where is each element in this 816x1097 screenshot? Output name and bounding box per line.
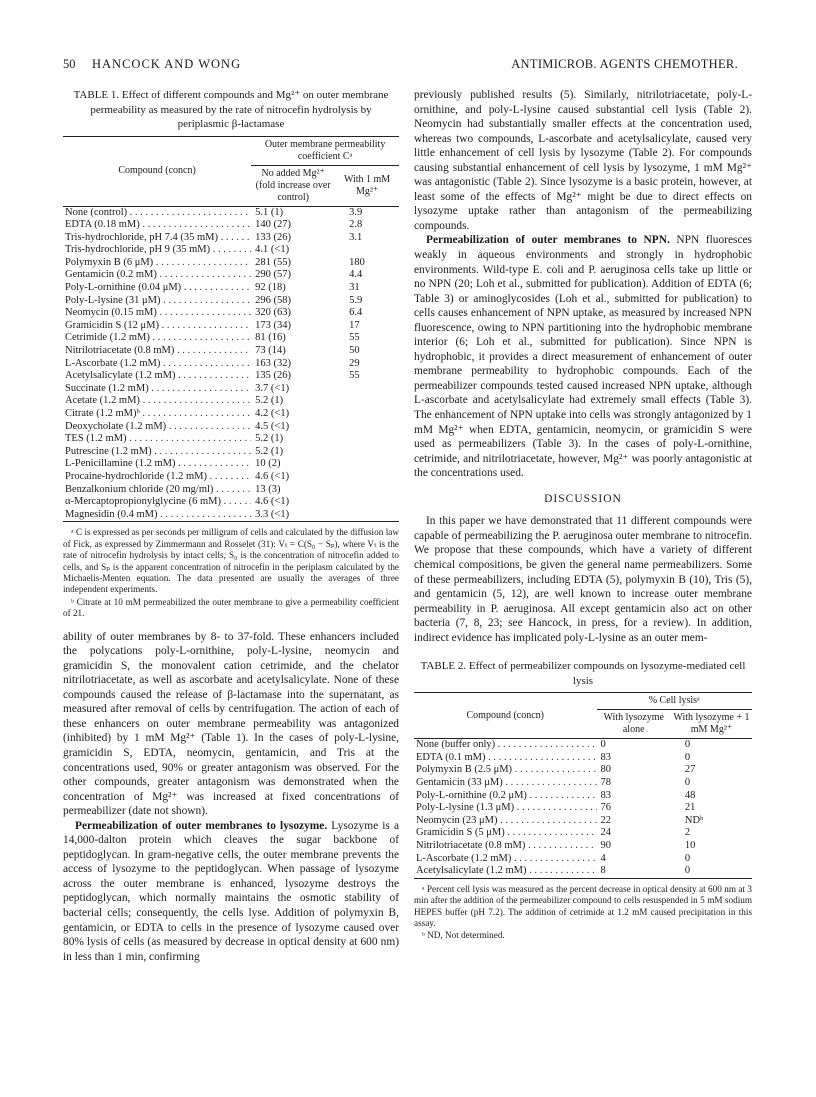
table1-row — [63, 244, 399, 257]
table1-row — [63, 408, 399, 421]
table1-value-cell — [335, 509, 399, 522]
table2-value-cell: 90 — [600, 839, 612, 851]
table2-value-cell: NDᵇ — [684, 814, 704, 826]
table1-row — [63, 282, 399, 295]
table2-value-cell: 10 — [684, 839, 696, 851]
table1-value-cell: 3.7 (<1) — [255, 382, 290, 394]
table1-compound-cell: Benzalkonium chloride (20 mg/ml) . . . — [65, 484, 251, 495]
table2-header-group: % Cell lysisᵃ — [597, 693, 752, 710]
table1-header-compound: Compound (concn) — [63, 136, 251, 206]
right-column — [414, 88, 752, 943]
table1-header-no-mg: No added Mg²⁺ (fold increase over control) — [251, 165, 335, 206]
table1-value-cell — [335, 471, 399, 484]
table2-value-cell: 78 — [600, 777, 612, 789]
table2-compound-cell: Poly-L-ornithine (0.2 μM) . . . — [416, 790, 597, 801]
table2-value-cell: 76 — [600, 802, 612, 814]
table1-value-cell: 81 (16) — [255, 332, 286, 344]
table1-value-cell: 135 (26) — [255, 370, 292, 382]
table1-value-cell: 5.2 (1) — [255, 445, 284, 457]
right-body-text — [414, 88, 752, 645]
table1-compound-cell: EDTA (0.18 mM) . . . — [65, 219, 251, 230]
table2-row — [414, 752, 752, 765]
table2-value-cell: 0 — [684, 751, 691, 763]
table1-value-cell: 4.6 (<1) — [255, 496, 290, 508]
table1-row — [63, 370, 399, 383]
table2-row — [414, 815, 752, 828]
table2-compound-cell: Nitrilotriacetate (0.8 mM) . . . — [416, 840, 597, 851]
table2-value-cell: 83 — [600, 789, 612, 801]
page-number: 50 — [63, 57, 76, 71]
table1-compound-cell: Neomycin (0.15 mM) . . . — [65, 307, 251, 318]
table1-footnote-b: ᵇ Citrate at 10 mM permeabilized the outer membrane to give a permeability coefficient of 21. — [63, 596, 399, 619]
table1-row — [63, 269, 399, 282]
table2-value-cell: 0 — [684, 739, 691, 751]
table1-row — [63, 458, 399, 471]
table2-row — [414, 777, 752, 790]
table2-header-compound: Compound (concn) — [414, 693, 597, 739]
table1-compound-cell: α-Mercaptopropionylglycine (6 mM) . . . — [65, 496, 251, 507]
table2-value-cell: 27 — [684, 764, 696, 776]
table1-value-cell — [335, 408, 399, 421]
table1-compound-cell: Nitrilotriacetate (0.8 mM) . . . — [65, 345, 251, 356]
table1-value-cell: 173 (34) — [255, 319, 292, 331]
table2-footnote-a: ᵃ Percent cell lysis was measured as the percent decrease in optical density at 600 nm at 3 min after the addition of the permeabilizer compound to cells resuspended in 5 mM sodium HEPES buffer (pH 7.2). The addition of cetrimide at 1.2 mM caused precipitation in this assay. — [414, 883, 752, 928]
table2-value-cell: 4 — [600, 852, 606, 864]
table1-header-mg: With 1 mM Mg²⁺ — [335, 165, 399, 206]
table1-value-cell: 5.2 (1) — [255, 395, 284, 407]
table1-row — [63, 433, 399, 446]
table1-value-cell: 4.4 — [349, 269, 363, 281]
table1-row — [63, 219, 399, 232]
table1-value-cell: 5.1 (1) — [255, 206, 284, 218]
table2-row — [414, 739, 752, 752]
table1-value-cell: 31 — [349, 282, 360, 294]
table1-value-cell: 2.8 — [349, 219, 363, 231]
table1-value-cell: 5.9 — [349, 294, 363, 306]
table2-value-cell: 0 — [600, 739, 606, 751]
table2-value-cell: 2 — [684, 827, 691, 839]
table1-row — [63, 320, 399, 333]
table1-value-cell: 133 (26) — [255, 231, 292, 243]
left-column — [63, 88, 399, 964]
table1-compound-cell: Citrate (1.2 mM)ᵇ . . . — [65, 408, 251, 419]
table1-value-cell — [335, 433, 399, 446]
table2-body — [414, 739, 752, 879]
table1-compound-cell: Cetrimide (1.2 mM) . . . — [65, 332, 251, 343]
table1-row — [63, 484, 399, 497]
table1-compound-cell: Gramicidin S (12 μM) . . . — [65, 320, 251, 331]
table1-value-cell — [335, 383, 399, 396]
table1-compound-cell: Deoxycholate (1.2 mM) . . . — [65, 421, 251, 432]
table1-value-cell — [335, 421, 399, 434]
table1-caption: TABLE 1. Effect of different compounds and Mg²⁺ on outer membrane permeability as measured by the rate of nitrocefin hydrolysis by periplasmic β-lactamase — [73, 89, 389, 130]
table1-value-cell: 13 (3) — [255, 483, 281, 495]
right-paragraph-2 — [414, 233, 752, 480]
table2-value-cell: 0 — [684, 852, 691, 864]
table1-value-cell — [335, 484, 399, 497]
table1-compound-cell: L-Penicillamine (1.2 mM) . . . — [65, 458, 251, 469]
table2-row — [414, 827, 752, 840]
table1-compound-cell: Poly-L-ornithine (0.04 μM) . . . — [65, 282, 251, 293]
table1-row — [63, 206, 399, 219]
table1-row — [63, 307, 399, 320]
table1-row — [63, 332, 399, 345]
table2-header-lys: With lysozyme alone — [597, 710, 671, 739]
table1-value-cell — [335, 446, 399, 459]
table2-value-cell: 8 — [600, 865, 606, 877]
table1-value-cell: 17 — [349, 319, 360, 331]
table1-row — [63, 257, 399, 270]
table2-row — [414, 764, 752, 777]
table1-value-cell: 50 — [349, 345, 360, 357]
left-paragraph-2-text: Lysozyme is a 14,000-dalton protein which cleaves the sugar backbone of peptidoglycan. In gram-negative cells, the outer membrane prevents the access of lysozyme to the peptidoglycan. When passage of lysozyme across the outer membrane is enhanced, lysozyme destroys the peptidoglycan, which normally maintains the osmotic stability of bacterial cells; consequently, the cells lyse. Addition of polymyxin B, gentamicin, or EDTA to cells in the presence of lysozyme caused over 80% lysis of cells (as measured by decrease in optical density at 600 nm) in less than 1 min, confirming — [63, 819, 399, 963]
running-head-authors: HANCOCK AND WONG — [92, 57, 242, 71]
table1-row — [63, 471, 399, 484]
table1-value-cell: 140 (27) — [255, 219, 292, 231]
table1 — [63, 136, 399, 523]
table1-value-cell: 55 — [349, 370, 360, 382]
table1-value-cell: 73 (14) — [255, 345, 286, 357]
table2-value-cell: 48 — [684, 789, 696, 801]
table1-value-cell: 163 (32) — [255, 357, 292, 369]
table1-value-cell — [335, 395, 399, 408]
table1-row — [63, 358, 399, 371]
right-paragraph-1: previously published results (5). Similarly, nitrilotriacetate, poly-L-ornithine, and poly-L-lysine caused substantial cell lysis (Table 2). Neomycin had substantially smaller effects at the concentration used, whereas two compounds, L-ascorbate and acetylsalicylate, caused very little enhancement of cell lysis by lysozyme (Table 2). For compounds causing substantial enhancement of cell lysis by lysozyme, 1 mM Mg²⁺ was antagonistic (Table 2). Since lysozyme is a basic protein, however, at least some of the effects of Mg²⁺ might be due to direct effects on lysozyme uptake rather than antagonism of the permeabilizing compounds. — [414, 89, 752, 232]
table1-compound-cell: Poly-L-lysine (31 μM) . . . — [65, 295, 251, 306]
table2-compound-cell: None (buffer only) . . . — [416, 739, 597, 750]
table1-row — [63, 295, 399, 308]
table2-header-lys-mg: With lysozyme + 1 mM Mg²⁺ — [671, 710, 752, 739]
left-paragraph-2 — [63, 819, 399, 964]
table1-value-cell: 3.3 (<1) — [255, 508, 290, 520]
table2-footnotes — [414, 884, 752, 942]
table1-value-cell: 290 (57) — [255, 269, 292, 281]
table2-value-cell: 83 — [600, 751, 612, 763]
table1-value-cell: 6.4 — [349, 307, 363, 319]
table1-row — [63, 421, 399, 434]
table1-value-cell — [335, 244, 399, 257]
table1-compound-cell: Magnesidin (0.4 mM) . . . — [65, 509, 251, 520]
running-head-journal: ANTIMICROB. AGENTS CHEMOTHER. — [511, 57, 738, 71]
table1-row — [63, 446, 399, 459]
table2-compound-cell: Gentamicin (33 μM) . . . — [416, 777, 597, 788]
table1-row — [63, 383, 399, 396]
table1-footnotes — [63, 527, 399, 619]
table2 — [414, 692, 752, 879]
table1-header-group: Outer membrane permeability coefficient Cᵃ — [251, 136, 399, 165]
table1-compound-cell: Putrescine (1.2 mM) . . . — [65, 446, 251, 457]
table1-row — [63, 395, 399, 408]
table1-row — [63, 509, 399, 522]
table2-compound-cell: Acetylsalicylate (1.2 mM) . . . — [416, 865, 597, 876]
table1-compound-cell: Acetate (1.2 mM) . . . — [65, 395, 251, 406]
table1-value-cell: 4.2 (<1) — [255, 408, 290, 419]
table2-row — [414, 840, 752, 853]
table1-value-cell: 5.2 (1) — [255, 433, 284, 445]
table1-row — [63, 496, 399, 509]
npn-subheading: Permeabilization of outer membranes to NPN. — [426, 234, 670, 247]
table1-value-cell: 296 (58) — [255, 294, 292, 306]
table2-row — [414, 802, 752, 815]
table1-value-cell — [335, 496, 399, 509]
table1-value-cell: 29 — [349, 357, 360, 369]
table2-value-cell: 22 — [600, 814, 612, 826]
table1-compound-cell: TES (1.2 mM) . . . — [65, 433, 251, 444]
table1-value-cell: 4.6 (<1) — [255, 470, 290, 482]
table1-compound-cell: Succinate (1.2 mM) . . . — [65, 383, 251, 394]
table1-value-cell: 3.1 — [349, 231, 363, 243]
table2-compound-cell: EDTA (0.1 mM) . . . — [416, 752, 597, 763]
table2-value-cell: 21 — [684, 802, 696, 814]
table2-row — [414, 865, 752, 878]
left-body-text — [63, 630, 399, 965]
table2-compound-cell: Poly-L-lysine (1.3 μM) . . . — [416, 802, 597, 813]
table1-compound-cell: L-Ascorbate (1.2 mM) . . . — [65, 358, 251, 369]
table1-value-cell — [335, 458, 399, 471]
table2-value-cell: 0 — [684, 777, 691, 789]
table2-value-cell: 0 — [684, 865, 691, 877]
table2-compound-cell: Neomycin (23 μM) . . . — [416, 815, 597, 826]
discussion-heading: DISCUSSION — [544, 492, 622, 505]
table2-footnote-b: ᵇ ND, Not determined. — [422, 930, 505, 941]
table1-value-cell: 4.1 (<1) — [255, 244, 290, 256]
table1-body — [63, 206, 399, 522]
table2-compound-cell: L-Ascorbate (1.2 mM) . . . — [416, 853, 597, 864]
table1-value-cell: 320 (63) — [255, 307, 292, 319]
right-paragraph-2-text: NPN fluoresces weakly in aqueous environments and strongly in hydrophobic environments. Wild-type E. coli and P. aeruginosa cells take up little or no NPN (20; Loh et al., submitted for publication). Addition of EDTA (6; Table 3) or aminoglycosides (Loh et al., submitted for publication) to cells causes enhancement of NPN uptake, as measured by increased NPN fluorescence, owing to NPN partitioning into the hydrophobic membrane interior (6; Loh et al., submitted for publication). Since NPN is hydrophobic, it provides a direct measurement of enhancement of outer membrane permeability to hydrophobic compounds. Each of the permeabilizer compounds tested caused increased NPN uptake, although L-ascorbate and acetylsalicylate had extremely small effects (Table 3). The enhancement of NPN uptake into cells was strongly antagonized by 1 mM Mg²⁺ when EDTA, gentamicin, neomycin, or gramicidin S were used as permeabilizers (Table 3). In the cases of poly-L-ornithine, cetrimide, and nitrilotriacetate, however, Mg²⁺ was poorly antagonistic at the concentrations used. — [414, 234, 752, 480]
table1-value-cell: 92 (18) — [255, 282, 286, 294]
table2-value-cell: 80 — [600, 764, 612, 776]
table1-compound-cell: None (control) . . . — [65, 207, 251, 218]
table1-compound-cell: Procaine-hydrochloride (1.2 mM) . . . — [65, 471, 251, 482]
lysozyme-subheading: Permeabilization of outer membranes to lysozyme. — [75, 819, 328, 832]
table2-row — [414, 790, 752, 803]
table1-value-cell: 3.9 — [349, 206, 363, 218]
table2-row — [414, 853, 752, 866]
table1-value-cell: 4.5 (<1) — [255, 420, 290, 432]
table1-row — [63, 345, 399, 358]
table1-compound-cell: Polymyxin B (6 μM) . . . — [65, 257, 251, 268]
table1-compound-cell: Acetylsalicylate (1.2 mM) . . . — [65, 370, 251, 381]
table2-compound-cell: Polymyxin B (2.5 μM) . . . — [416, 764, 597, 775]
table1-value-cell: 55 — [349, 332, 360, 344]
table2-caption: TABLE 2. Effect of permeabilizer compounds on lysozyme-mediated cell lysis — [420, 660, 746, 687]
table1-value-cell: 180 — [349, 256, 365, 268]
table1-compound-cell: Tris-hydrochloride, pH 9 (35 mM) . . . — [65, 244, 251, 255]
table1-footnote-a: ᵃ C is expressed as per seconds per milligram of cells and calculated by the diffusion law of Fick, as expressed by Zimmermann and Rosselet (31): Vₜ = C(S₀ − Sₚ), where Vₜ is the rate of nitrocefin hydrolysis by intact cells, S₀ is the concentration of nitrocefin added to cells, and Sₚ is the apparent concentration of nitrocefin in the periplasm calculated by the Michaelis-Menten equation. The data presented are usually the averages of three independent experiments. — [63, 527, 399, 595]
table2-value-cell: 24 — [600, 827, 612, 839]
table1-value-cell: 10 (2) — [255, 458, 281, 470]
table1-row — [63, 232, 399, 245]
discussion-paragraph: In this paper we have demonstrated that 11 different compounds were capable of permeabilizing the P. aeruginosa outer membrane to nitrocefin. We propose that these compounds, which have a variety of different chemical compositions, be given the general name permeabilizers. Some of these permeabilizers, including EDTA (5), polymyxin B (10), Tris (5), and gentamicin (5, 12), are well known to increase outer membrane permeability in P. aeruginosa. All except gentamicin also act on other bacteria (7, 8, 23; see Hancock, in press, for a review). In addition, indirect evidence has implicated poly-L-lysine as an outer mem- — [414, 515, 752, 644]
left-paragraph-1: ability of outer membranes by 8- to 37-fold. These enhancers included the polycations poly-L-ornithine, poly-L-lysine, neomycin and gramicidin S, the monovalent cation cetrimide, and the chelator nitrilotriacetate, as well as ascorbate and acetylsalicylate. None of these compounds caused the release of β-lactamase into the supernatant, as measured after removal of cells by centrifugation. The action of each of these enhancers on outer membrane permeability was antagonized (inhibited) by 1 mM Mg²⁺ (Table 1). In the cases of poly-L-lysine, gramicidin S, EDTA, neomycin, gentamicin, and Tris at the concentrations used, 90% or greater antagonism was observed. For the other compounds, greater antagonism was demonstrated when the concentration of Mg²⁺ was increased at fixed concentrations of permeabilizer (date not shown). — [63, 630, 399, 818]
table1-compound-cell: Tris-hydrochloride, pH 7.4 (35 mM) . . . — [65, 232, 251, 243]
table1-value-cell: 281 (55) — [255, 256, 292, 268]
table2-compound-cell: Gramicidin S (5 μM) . . . — [416, 827, 597, 838]
table1-compound-cell: Gentamicin (0.2 mM) . . . — [65, 269, 251, 280]
